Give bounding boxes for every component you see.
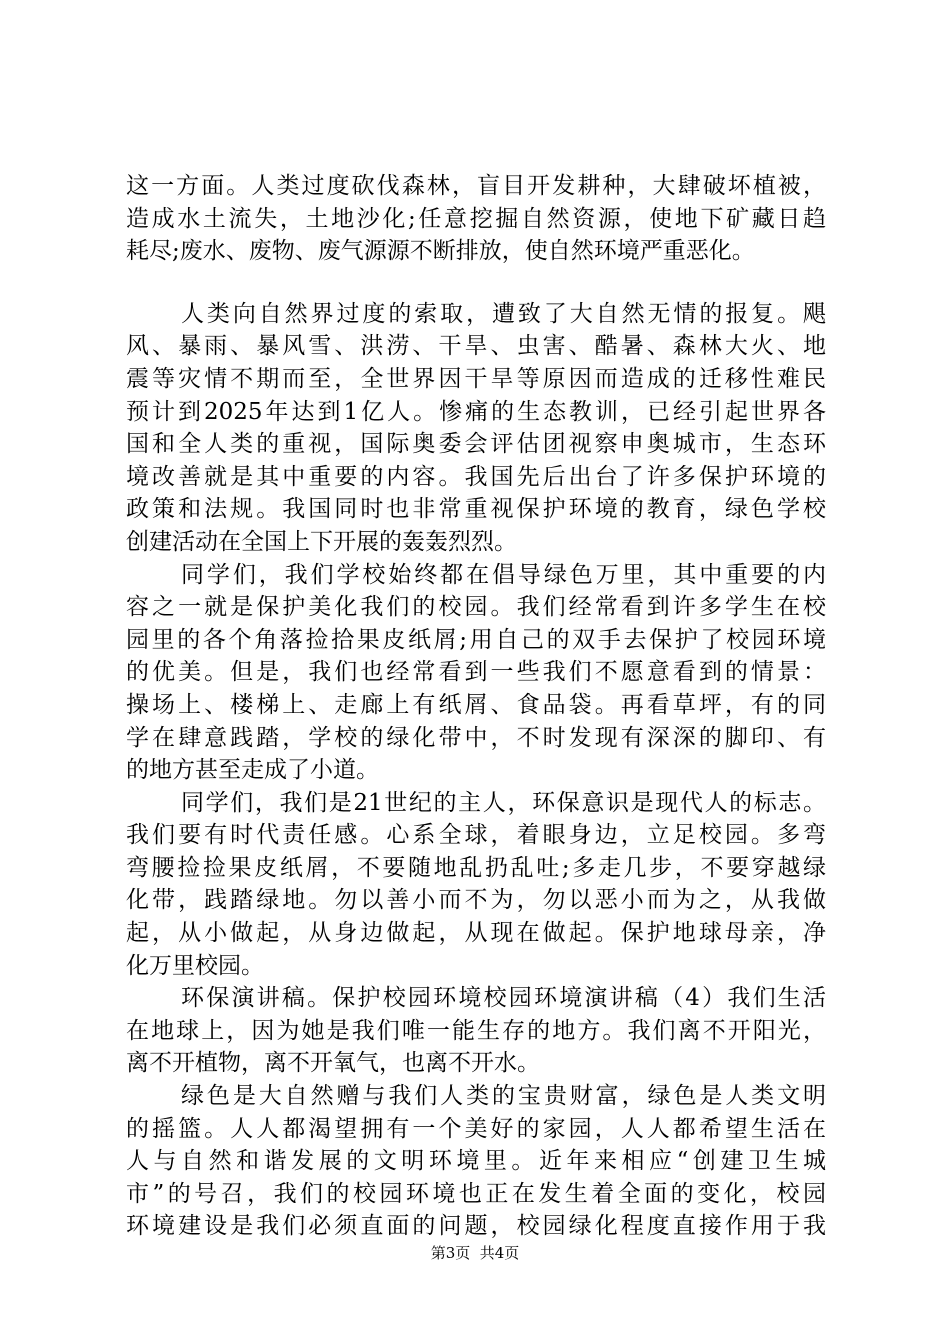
paragraph <box>126 170 826 268</box>
page-footer <box>0 1243 950 1263</box>
text-line: 化带，践踏绿地。勿以善小而不为，勿以恶小而为之，从我做 <box>126 887 826 914</box>
text-line: 化万里校园。 <box>126 952 264 979</box>
paragraph-gap <box>126 268 826 298</box>
text-line: 起，从小做起，从身边做起，从现在做起。保护地球母亲，净 <box>126 920 826 947</box>
text-line: 政策和法规。我国同时也非常重视保护环境的教育，绿色学校 <box>126 496 826 523</box>
text-line: 这一方面。人类过度砍伐森林，盲目开发耕种，大肆破坏植被， <box>126 173 826 199</box>
text-line: 学在肆意践踏，学校的绿化带中，不时发现有深深的脚印、有 <box>126 724 826 751</box>
text-line: 人类向自然界过度的索取，遭致了大自然无情的报复。飓 <box>181 300 826 327</box>
text-line: 的摇篮。人人都渴望拥有一个美好的家园，人人都希望生活在 <box>126 1115 826 1142</box>
text-line: 震等灾情不期而至，全世界因干旱等原因而造成的迁移性难民 <box>126 365 826 392</box>
text-line: 在地球上，因为她是我们唯一能生存的地方。我们离不开阳光， <box>126 1017 826 1044</box>
paragraph <box>126 982 826 1080</box>
text-line: 耗尽;废水、废物、废气源源不断排放，使自然环境严重恶化。 <box>126 238 755 265</box>
text-line: 国和全人类的重视，国际奥委会评估团视察申奥城市，生态环 <box>126 431 826 458</box>
paragraph <box>126 1080 826 1243</box>
text-line: 同学们，我们学校始终都在倡导绿色万里，其中重要的内 <box>181 561 826 588</box>
text-line: 创建活动在全国上下开展的轰轰烈烈。 <box>126 528 517 555</box>
text-line: 容之一就是保护美化我们的校园。我们经常看到许多学生在校 <box>126 594 826 621</box>
text-line: 园里的各个角落捡拾果皮纸屑;用自己的双手去保护了校园环境 <box>126 626 826 653</box>
body-text <box>126 170 826 1243</box>
text-line: 环保演讲稿。保护校园环境校园环境演讲稿（4）我们生活 <box>181 985 826 1012</box>
text-line: 的地方甚至走成了小道。 <box>126 757 379 784</box>
text-line: 弯腰捡捡果皮纸屑，不要随地乱扔乱吐;多走几步，不要穿越绿 <box>126 854 826 881</box>
text-line: 境改善就是其中重要的内容。我国先后出台了许多保护环境的 <box>126 463 826 490</box>
text-line: 我们要有时代责任感。心系全球，着眼身边，立足校园。多弯 <box>126 822 826 849</box>
page-number-label: 第3页 共4页 <box>430 1244 520 1262</box>
text-line: 市”的号召，我们的校园环境也正在发生着全面的变化，校园 <box>126 1180 826 1207</box>
text-line: 绿色是大自然赠与我们人类的宝贵财富，绿色是人类文明 <box>181 1083 826 1110</box>
text-line: 风、暴雨、暴风雪、洪涝、干旱、虫害、酷暑、森林大火、地 <box>126 333 826 360</box>
text-line: 预计到2025年达到1亿人。惨痛的生态教训，已经引起世界各 <box>126 398 826 425</box>
paragraph <box>126 298 826 559</box>
text-line: 的优美。但是，我们也经常看到一些我们不愿意看到的情景： <box>126 659 826 686</box>
text-line: 人与自然和谐发展的文明环境里。近年来相应“创建卫生城 <box>126 1148 826 1175</box>
text-line: 操场上、楼梯上、走廊上有纸屑、食品袋。再看草坪，有的同 <box>126 691 826 718</box>
text-line: 离不开植物，离不开氧气，也离不开水。 <box>126 1050 540 1077</box>
text-line: 造成水土流失，土地沙化;任意挖掘自然资源，使地下矿藏日趋 <box>126 205 826 232</box>
text-line: 同学们，我们是21世纪的主人，环保意识是现代人的标志。 <box>181 789 826 816</box>
text-line: 环境建设是我们必须直面的问题，校园绿化程度直接作用于我 <box>126 1213 826 1240</box>
paragraph <box>126 787 826 983</box>
paragraph <box>126 559 826 787</box>
